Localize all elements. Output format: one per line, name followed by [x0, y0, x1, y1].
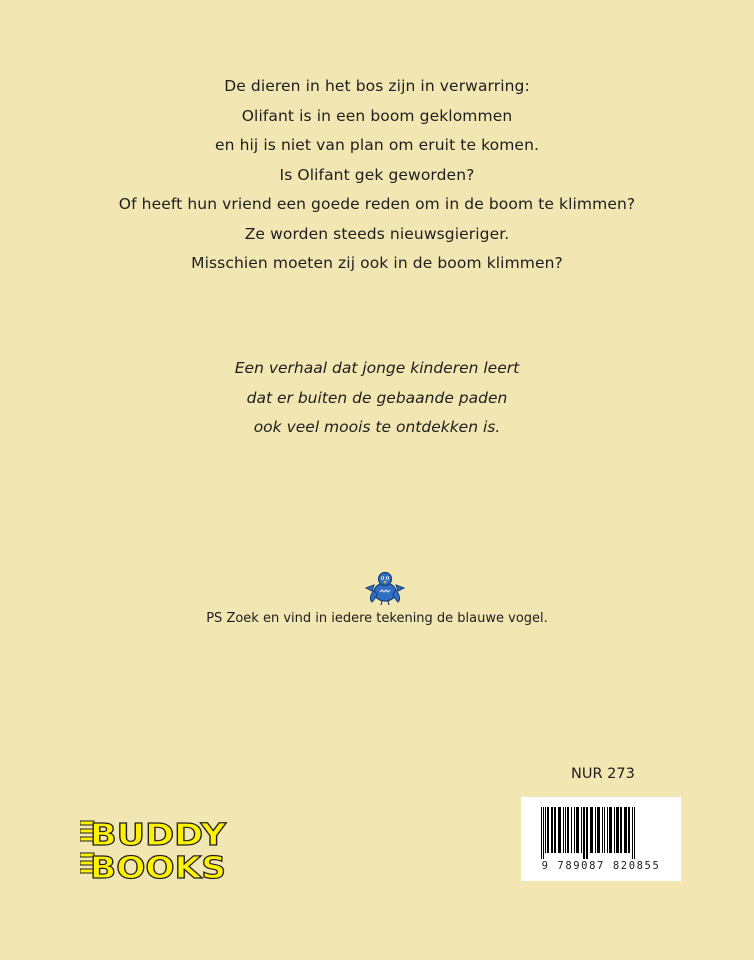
barcode-bar — [583, 807, 585, 859]
barcode-bar — [609, 807, 612, 853]
barcode-bars — [539, 807, 663, 859]
barcode-bar — [607, 807, 608, 853]
barcode-bar — [565, 807, 566, 853]
ps-note: PS Zoek en vind in iedere tekening de blauwe vogel. — [206, 611, 548, 626]
blurb-line: Of heeft hun vriend een goede reden om in de boom te klimmen? — [118, 195, 636, 213]
barcode-bar — [628, 807, 630, 853]
barcode-bar — [586, 807, 588, 859]
logo-line2: BOOKS — [90, 851, 226, 883]
blurb-line: Misschien moeten zij ook in de boom klimmen? — [191, 254, 563, 272]
barcode-bar — [571, 807, 572, 853]
barcode-bar — [597, 807, 600, 853]
isbn-barcode — [521, 797, 681, 881]
blue-bird-icon — [362, 568, 408, 608]
barcode-bar — [558, 807, 561, 853]
barcode-bar — [624, 807, 627, 853]
barcode-bar — [574, 807, 575, 853]
tagline-line: Een verhaal dat jonge kinderen leert — [234, 359, 520, 377]
barcode-bar — [541, 807, 542, 859]
isbn-number: 9 789087 820855 — [541, 860, 661, 872]
barcode-bar — [634, 807, 635, 859]
barcode-bar — [545, 807, 546, 853]
tagline — [0, 354, 754, 443]
barcode-bar — [632, 807, 633, 859]
tagline-line: dat er buiten de gebaande paden — [246, 388, 508, 407]
barcode-bar — [614, 807, 615, 853]
blurb-line: De dieren in het bos zijn in verwarring: — [224, 77, 530, 95]
barcode-bar — [602, 807, 603, 853]
buddy-books-logo — [80, 815, 230, 883]
logo-line1: BUDDY — [90, 818, 228, 853]
blurb-line: Olifant is in een boom geklommen — [241, 106, 513, 125]
barcode-bar — [563, 807, 564, 853]
barcode-bar — [543, 807, 544, 859]
barcode-bar — [547, 807, 549, 853]
nur-code: NUR 273 — [571, 766, 635, 782]
blurb-line: Ze worden steeds nieuwsgieriger. — [244, 224, 510, 243]
barcode-bar — [590, 807, 593, 853]
back-cover-blurb — [0, 72, 754, 279]
blurb-line: en hij is niet van plan om eruit te komen. — [214, 136, 540, 154]
barcode-bar — [604, 807, 605, 853]
barcode-bar — [567, 807, 569, 853]
barcode-bar — [551, 807, 553, 853]
barcode-bar — [554, 807, 556, 853]
barcode-bar — [620, 807, 622, 853]
barcode-bar — [576, 807, 579, 853]
blurb-line: Is Olifant gek geworden? — [279, 165, 475, 184]
barcode-bar — [616, 807, 619, 853]
barcode-bar — [595, 807, 596, 853]
barcode-bar — [581, 807, 582, 853]
tagline-line: ook veel moois te ontdekken is. — [253, 418, 501, 436]
